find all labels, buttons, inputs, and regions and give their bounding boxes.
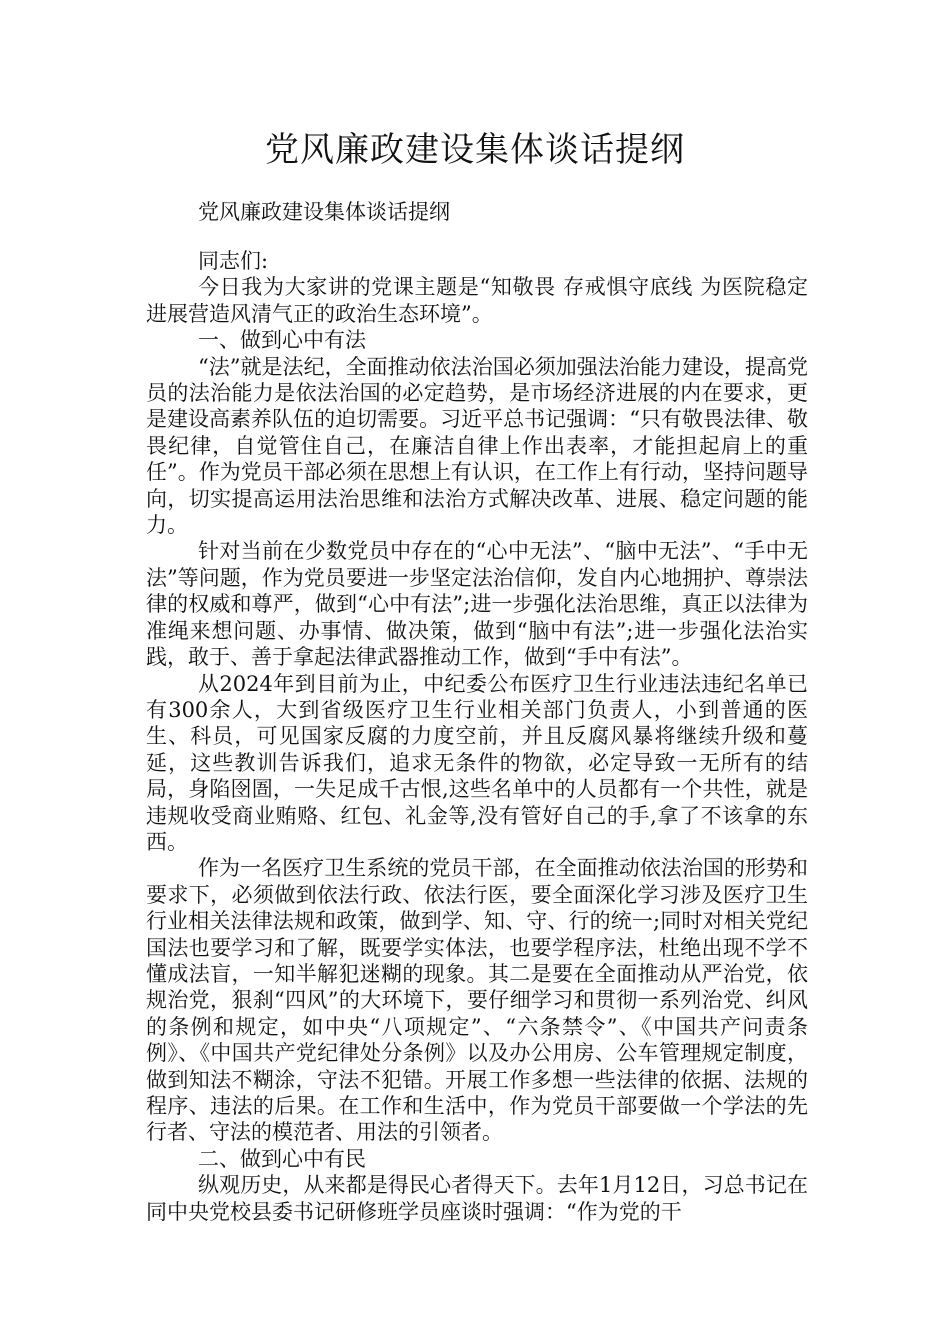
document-body bbox=[146, 248, 808, 1225]
paragraph: 针对当前在少数党员中存在的“心中无法”、“脑中无法”、“手中无法”等问题，作为党员要进一步坚定法治信仰，发自内心地拥护、尊崇法律的权威和尊严，做到“心中有法”;进一步强化法治思维，真正以法律为准绳来想问题、办事情、做决策，做到“脑中有法”;进一步强化法治实践，敢于、善于拿起法律武器推动工作，做到“手中有法”。 bbox=[146, 539, 808, 670]
paragraph-intro: 今日我为大家讲的党课主题是“知敬畏 存戒惧守底线 为医院稳定进展营造风清气正的政治生态环境”。 bbox=[146, 275, 808, 326]
paragraph: “法”就是法纪，全面推动依法治国必须加强法治能力建设，提高党员的法治能力是依法治国的必定趋势，是市场经济进展的内在要求，更是建设高素养队伍的迫切需要。习近平总书记强调：“只有敬畏法律、敬畏纪律，自觉管住自己，在廉洁自律上作出表率，才能担起肩上的重任”。作为党员干部必须在思想上有认识，在工作上有行动，坚持问题导向，切实提高运用法治思维和法治方式解决改革、进展、稳定问题的能力。 bbox=[146, 354, 808, 538]
paragraph: 作为一名医疗卫生系统的党员干部，在全面推动依法治国的形势和要求下，必须做到依法行政、依法行医，要全面深化学习涉及医疗卫生行业相关法律法规和政策，做到学、知、守、行的统一;同时对相关党纪国法也要学习和了解，既要学实体法，也要学程序法，杜绝出现不学不懂成法盲，一知半解犯迷糊的现象。其二是要在全面推动从严治党，依规治党，狠刹“四风”的大环境下，要仔细学习和贯彻一系列治党、纠风的条例和规定，如中央“八项规定”、“六条禁令”、《中国共产问责条例》、《中国共产党纪律处分条例》以及办公用房、公车管理规定制度，做到知法不糊涂，守法不犯错。开展工作多想一些法律的依据、法规的程序、违法的后果。在工作和生活中，作为党员干部要做一个学法的先行者、守法的模范者、用法的引领者。 bbox=[146, 856, 808, 1145]
paragraph-salutation: 同志们: bbox=[198, 249, 269, 273]
document-subtitle: 党风廉政建设集体谈话提纲 bbox=[198, 200, 450, 224]
section-heading-1: 一、做到心中有法 bbox=[198, 328, 366, 353]
document-title: 党风廉政建设集体谈话提纲 bbox=[265, 130, 685, 170]
section-heading-2: 二、做到心中有民 bbox=[198, 1146, 366, 1171]
paragraph: 从2024年到目前为止，中纪委公布医疗卫生行业违法违纪名单已有300余人，大到省级医疗卫生行业相关部门负责人，小到普通的医生、科员，可见国家反腐的力度空前，并且反腐风暴将继续升级和蔓延，这些教训告诉我们，追求无条件的物欲，必定导致一无所有的结局，身陷囹圄，一失足成千古恨,这些名单中的人员都有一个共性，就是违规收受商业贿赂、红包、礼金等,没有管好自己的手,拿了不该拿的东西。 bbox=[146, 671, 808, 854]
paragraph: 纵观历史，从来都是得民心者得天下。去年1月12日，习总书记在同中央党校县委书记研修班学员座谈时强调：“作为党的干 bbox=[146, 1173, 808, 1224]
